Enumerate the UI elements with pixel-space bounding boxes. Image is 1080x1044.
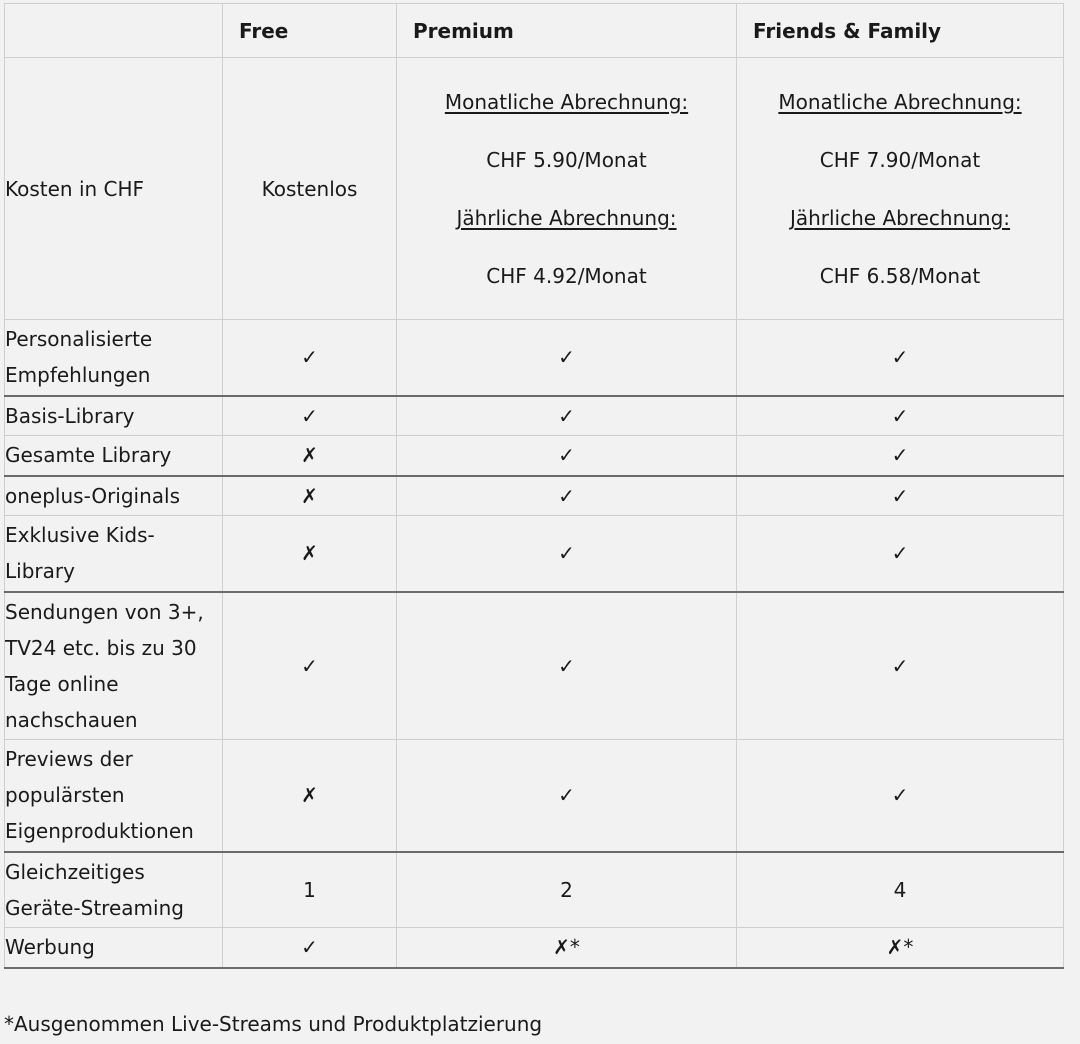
premium-value: ✓ <box>397 396 737 436</box>
premium-value: ✓ <box>397 436 737 476</box>
cost-free: Kostenlos <box>223 58 397 320</box>
premium-yearly-price: CHF 4.92/Monat <box>486 263 647 288</box>
family-monthly-label: Monatliche Abrechnung: <box>778 89 1022 114</box>
free-value: ✗ <box>223 516 397 592</box>
family-value: ✓ <box>737 476 1064 516</box>
family-yearly-price: CHF 6.58/Monat <box>819 263 981 288</box>
family-value: ✓ <box>737 740 1064 852</box>
premium-monthly-price: CHF 5.90/Monat <box>486 147 647 172</box>
premium-value: ✗* <box>397 928 737 968</box>
free-value: ✗ <box>223 436 397 476</box>
table-row <box>5 396 1064 436</box>
cost-family <box>737 58 1064 320</box>
feature-label: Basis-Library <box>5 396 223 436</box>
table-row <box>5 740 1064 852</box>
header-friends-family: Friends & Family <box>737 4 1064 58</box>
free-value: ✓ <box>223 320 397 396</box>
free-value: ✗ <box>223 476 397 516</box>
table-row <box>5 516 1064 592</box>
table-row <box>5 320 1064 396</box>
feature-label: Gesamte Library <box>5 436 223 476</box>
feature-label: oneplus-Originals <box>5 476 223 516</box>
family-value: ✓ <box>737 436 1064 476</box>
family-monthly-price: CHF 7.90/Monat <box>819 147 981 172</box>
header-free: Free <box>223 4 397 58</box>
feature-label: Werbung <box>5 928 223 968</box>
table-row <box>5 436 1064 476</box>
premium-value: 2 <box>397 852 737 928</box>
premium-value: ✓ <box>397 740 737 852</box>
feature-label: Sendungen von 3+, TV24 etc. bis zu 30 Tage online nachschauen <box>5 592 223 740</box>
table-row <box>5 852 1064 928</box>
family-value: ✓ <box>737 320 1064 396</box>
footnote: *Ausgenommen Live-Streams und Produktplatzierung <box>4 1012 543 1036</box>
free-value: ✓ <box>223 396 397 436</box>
family-value: ✗* <box>737 928 1064 968</box>
family-value: ✓ <box>737 516 1064 592</box>
family-value: 4 <box>737 852 1064 928</box>
family-value: ✓ <box>737 592 1064 740</box>
free-value: ✓ <box>223 592 397 740</box>
table-row <box>5 592 1064 740</box>
feature-label: Previews der populärsten Eigenproduktionen <box>5 740 223 852</box>
free-value: ✓ <box>223 928 397 968</box>
premium-value: ✓ <box>397 592 737 740</box>
header-premium: Premium <box>397 4 737 58</box>
premium-yearly-label: Jährliche Abrechnung: <box>456 205 677 230</box>
table-row <box>5 928 1064 968</box>
family-value: ✓ <box>737 396 1064 436</box>
premium-value: ✓ <box>397 476 737 516</box>
header-row <box>5 4 1064 58</box>
cost-premium <box>397 58 737 320</box>
cost-label: Kosten in CHF <box>5 58 223 320</box>
feature-label: Gleichzeitiges Geräte-Streaming <box>5 852 223 928</box>
cost-row <box>5 58 1064 320</box>
premium-value: ✓ <box>397 320 737 396</box>
free-value: ✗ <box>223 740 397 852</box>
header-cell-empty <box>5 4 223 58</box>
premium-monthly-label: Monatliche Abrechnung: <box>444 89 689 114</box>
table-row <box>5 476 1064 516</box>
premium-value: ✓ <box>397 516 737 592</box>
feature-label: Personalisierte Empfehlungen <box>5 320 223 396</box>
feature-label: Exklusive Kids-Library <box>5 516 223 592</box>
pricing-table <box>4 3 1064 969</box>
free-value: 1 <box>223 852 397 928</box>
family-yearly-label: Jährliche Abrechnung: <box>789 205 1011 230</box>
